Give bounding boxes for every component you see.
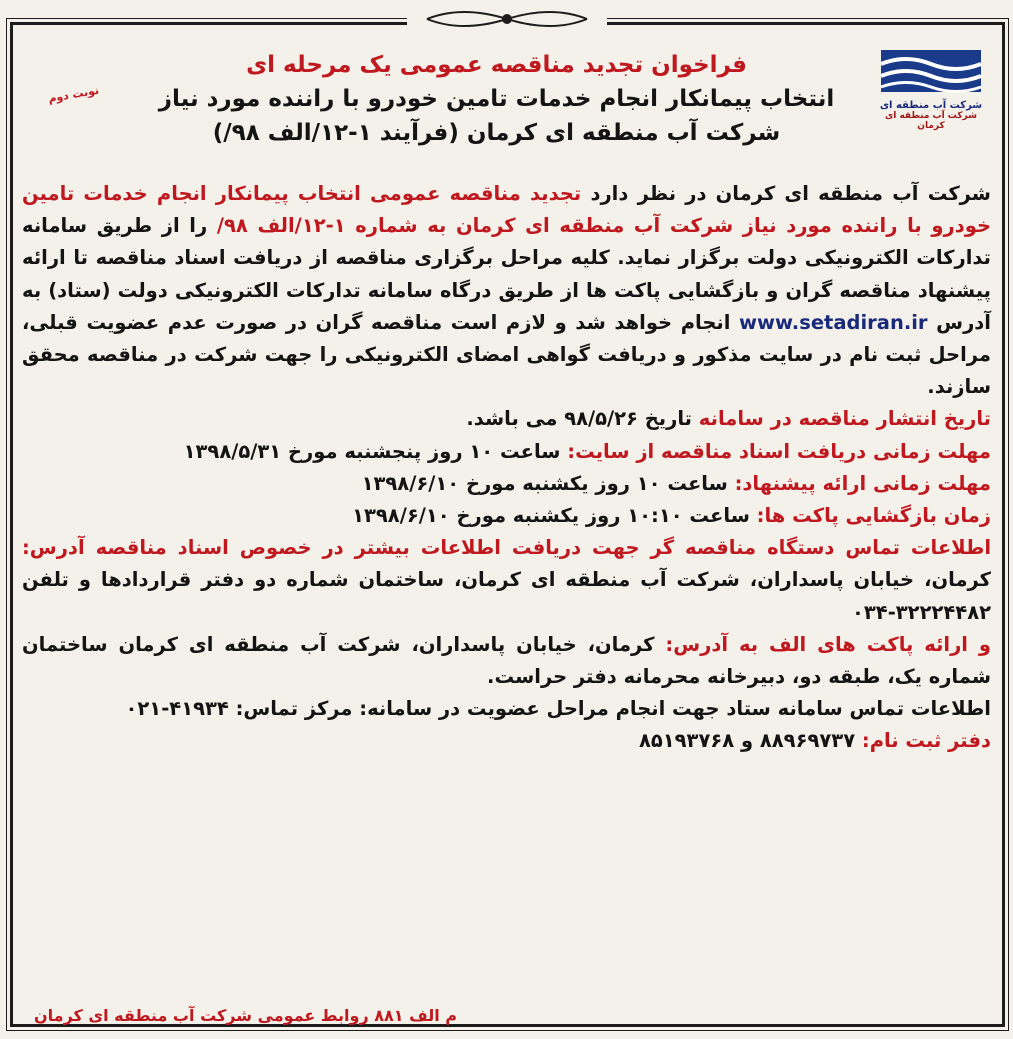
setad-link[interactable]: www.setadiran.ir (739, 310, 928, 334)
envelopes-address: و ارائه پاکت های الف به آدرس: کرمان، خیابان پاسداران، شرکت آب منطقه ای کرمان ساختمان شماره یک، طبقه دو، دبیرخانه محرمانه دفتر حراست. (22, 632, 992, 689)
contact-address: اطلاعات تماس دستگاه مناقصه گر جهت دریافت اطلاعات بیشتر در خصوص اسناد مناقصه آدرس: کرمان، خیابان پاسداران، شرکت آب منطقه ای کرمان، ساختمان شماره دو دفتر قراردادها و تلفن ۳۲۲۲۴۴۸۲-۰۳۴ (22, 536, 991, 624)
publish-date: تاریخ انتشار مناقصه در سامانه تاریخ ۹۸/۵/۲۶ می باشد. (466, 407, 991, 431)
top-ornament-icon (407, 2, 607, 36)
setad-contact: اطلاعات تماس سامانه ستاد جهت انجام مراحل عضویت در سامانه: مرکز تماس: ۴۱۹۳۴-۰۲۱ (125, 697, 991, 721)
logo-text: شرکت آب منطقه ای (879, 100, 983, 111)
docs-deadline: مهلت زمانی دریافت اسناد مناقصه از سایت: ساعت ۱۰ روز پنجشنبه مورخ ۱۳۹۸/۵/۳۱ (183, 439, 991, 463)
round-label: نوبت دوم (47, 83, 100, 106)
logo-subtext: شرکت آب منطقه ای کرمان (884, 111, 978, 131)
title-line-2: انتخاب پیمانکار انجام خدمات تامین خودرو با راننده مورد نیاز (158, 86, 835, 112)
opening-time: زمان بازگشایی پاکت ها: ساعت ۱۰:۱۰ روز یکشنبه مورخ ۱۳۹۸/۶/۱۰ (352, 504, 991, 528)
footer-note: م الف ۸۸۱ روابط عمومی شرکت آب منطقه ای کرمان (34, 1006, 457, 1025)
notice-title (132, 48, 861, 150)
title-line-3: شرکت آب منطقه ای کرمان (فرآیند ۱-۱۲/الف ۹۸/) (212, 120, 781, 146)
company-logo (871, 48, 991, 131)
notice-body (22, 178, 991, 758)
notice-header (22, 48, 991, 178)
registration-office: دفتر ثبت نام: ۸۸۹۶۹۷۳۷ و ۸۵۱۹۳۷۶۸ (638, 729, 991, 753)
notice-content (22, 48, 991, 1019)
intro-paragraph: شرکت آب منطقه ای کرمان در نظر دارد تجدید مناقصه عمومی انتخاب پیمانکار انجام خدمات تامین خودرو با راننده مورد نیاز شرکت آب منطقه ای کرمان به شماره ۱-۱۲/الف ۹۸/ را از طریق سامانه تدارکات الکترونیکی دولت برگزار نماید. کلیه مراحل برگزاری مناقصه از دریافت اسناد مناقصه تا ارائه پیشنهاد مناقصه گران و بازگشایی پاکت ها از طریق درگاه سامانه تدارکات الکترونیکی دولت (ستاد) به آدرس www.setadiran.ir انجام خواهد شد و لازم است مناقصه گران در صورت عدم عضویت قبلی، مراحل ثبت نام در سایت مذکور و دریافت گواهی امضای الکترونیکی را جهت شرکت در مناقصه محقق سازند. (22, 182, 991, 399)
offer-deadline: مهلت زمانی ارائه پیشنهاد: ساعت ۱۰ روز یکشنبه مورخ ۱۳۹۸/۶/۱۰ (361, 471, 991, 495)
title-line-1: فراخوان تجدید مناقصه عمومی یک مرحله ای (246, 52, 747, 78)
water-waves-icon (876, 48, 986, 94)
